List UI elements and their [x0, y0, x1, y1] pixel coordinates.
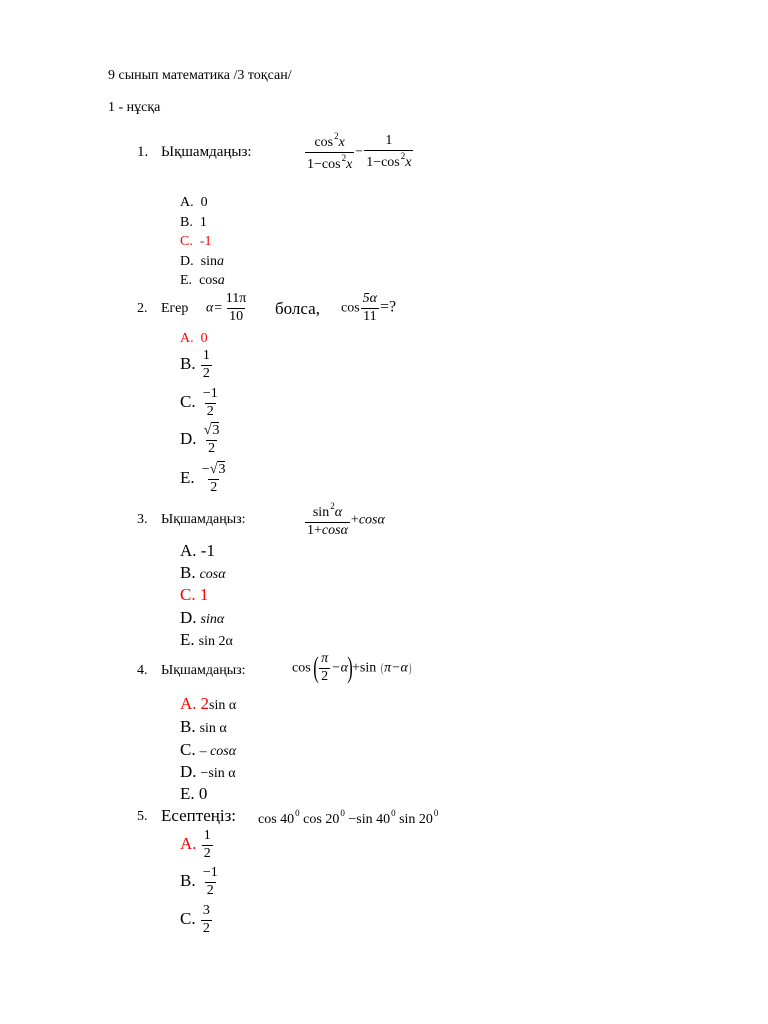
q2-option-e: E. $\frac{-√3}{2}$	[180, 462, 226, 495]
q2-number: 2.	[137, 301, 148, 316]
q1-option-c-correct: C. -1	[180, 234, 212, 249]
q4-number: 4.	[137, 663, 148, 678]
q5-option-c: C. $\frac{3}{2}$	[180, 903, 210, 936]
q5-label: Есептеңіз:	[161, 806, 237, 825]
q1-option-d: D. sina	[180, 254, 224, 269]
q3-label: Ықшамдаңыз:	[161, 512, 246, 527]
q4-option-b: B. sin α	[180, 717, 227, 736]
q4-expression: cos ( $\frac{\pi}{2}$ −α)+sin (π−α)	[292, 651, 412, 685]
q1-expression: $\frac{\cos^2x}{1-\cos^2x}$ − $\frac{1}{1-\cos^2x}$	[307, 131, 412, 172]
page-title: 9 сынып математика /3 тоқсан/	[108, 68, 292, 83]
q4-option-d: D. −sin α	[180, 762, 236, 781]
q5-option-a-correct: A. $\frac{1}{2}$	[180, 828, 211, 861]
q4-option-c: C. – cosα	[180, 740, 237, 759]
q2-label: Егер	[161, 301, 189, 316]
q1-label: Ықшамдаңыз:	[161, 144, 252, 160]
q1-option-e: E. cosa	[180, 273, 225, 288]
q3-option-a: A. -1	[180, 541, 215, 560]
q1-option-b: B. 1	[180, 215, 207, 230]
q3-option-c-correct: C. 1	[180, 585, 209, 604]
q4-option-a-correct: A. 2sin α	[180, 694, 237, 713]
q3-expression: $\frac{\sin^2\alpha}{1+\cos\alpha}$ +cosα	[307, 501, 385, 538]
q3-option-e: E. sin 2α	[180, 630, 233, 649]
q1-number: 1.	[137, 144, 149, 160]
q2-option-a-correct: A. 0	[180, 331, 208, 346]
q2-option-d: D. $\frac{√3}{2}$	[180, 423, 220, 456]
q4-label: Ықшамдаңыз:	[161, 663, 246, 678]
q5-number: 5.	[137, 809, 148, 824]
q2-bolsa: болса,	[275, 299, 320, 318]
q1-option-a: A. 0	[180, 195, 208, 210]
variant-label: 1 - нұсқа	[108, 100, 161, 115]
q5-option-b: B. $\frac{-1}{2}$	[180, 865, 218, 898]
q2-cos-expression: cos $\frac{5\alpha}{11}$ =?	[341, 291, 397, 324]
q2-alpha-expression: α= $\frac{11\pi}{10}$	[206, 291, 247, 324]
q3-number: 3.	[137, 512, 148, 527]
q2-option-c: C. $\frac{-1}{2}$	[180, 386, 218, 419]
q3-option-d: D. sinα	[180, 608, 225, 627]
q5-expression: $\cos 40^0$ $\cos 20^0 -\sin$ $40^0$ $\sin 20^0$	[258, 808, 439, 827]
q4-option-e: E. 0	[180, 784, 208, 803]
q2-option-b: B. $\frac{1}{2}$	[180, 348, 210, 381]
q3-option-b: B. cosα	[180, 563, 226, 582]
